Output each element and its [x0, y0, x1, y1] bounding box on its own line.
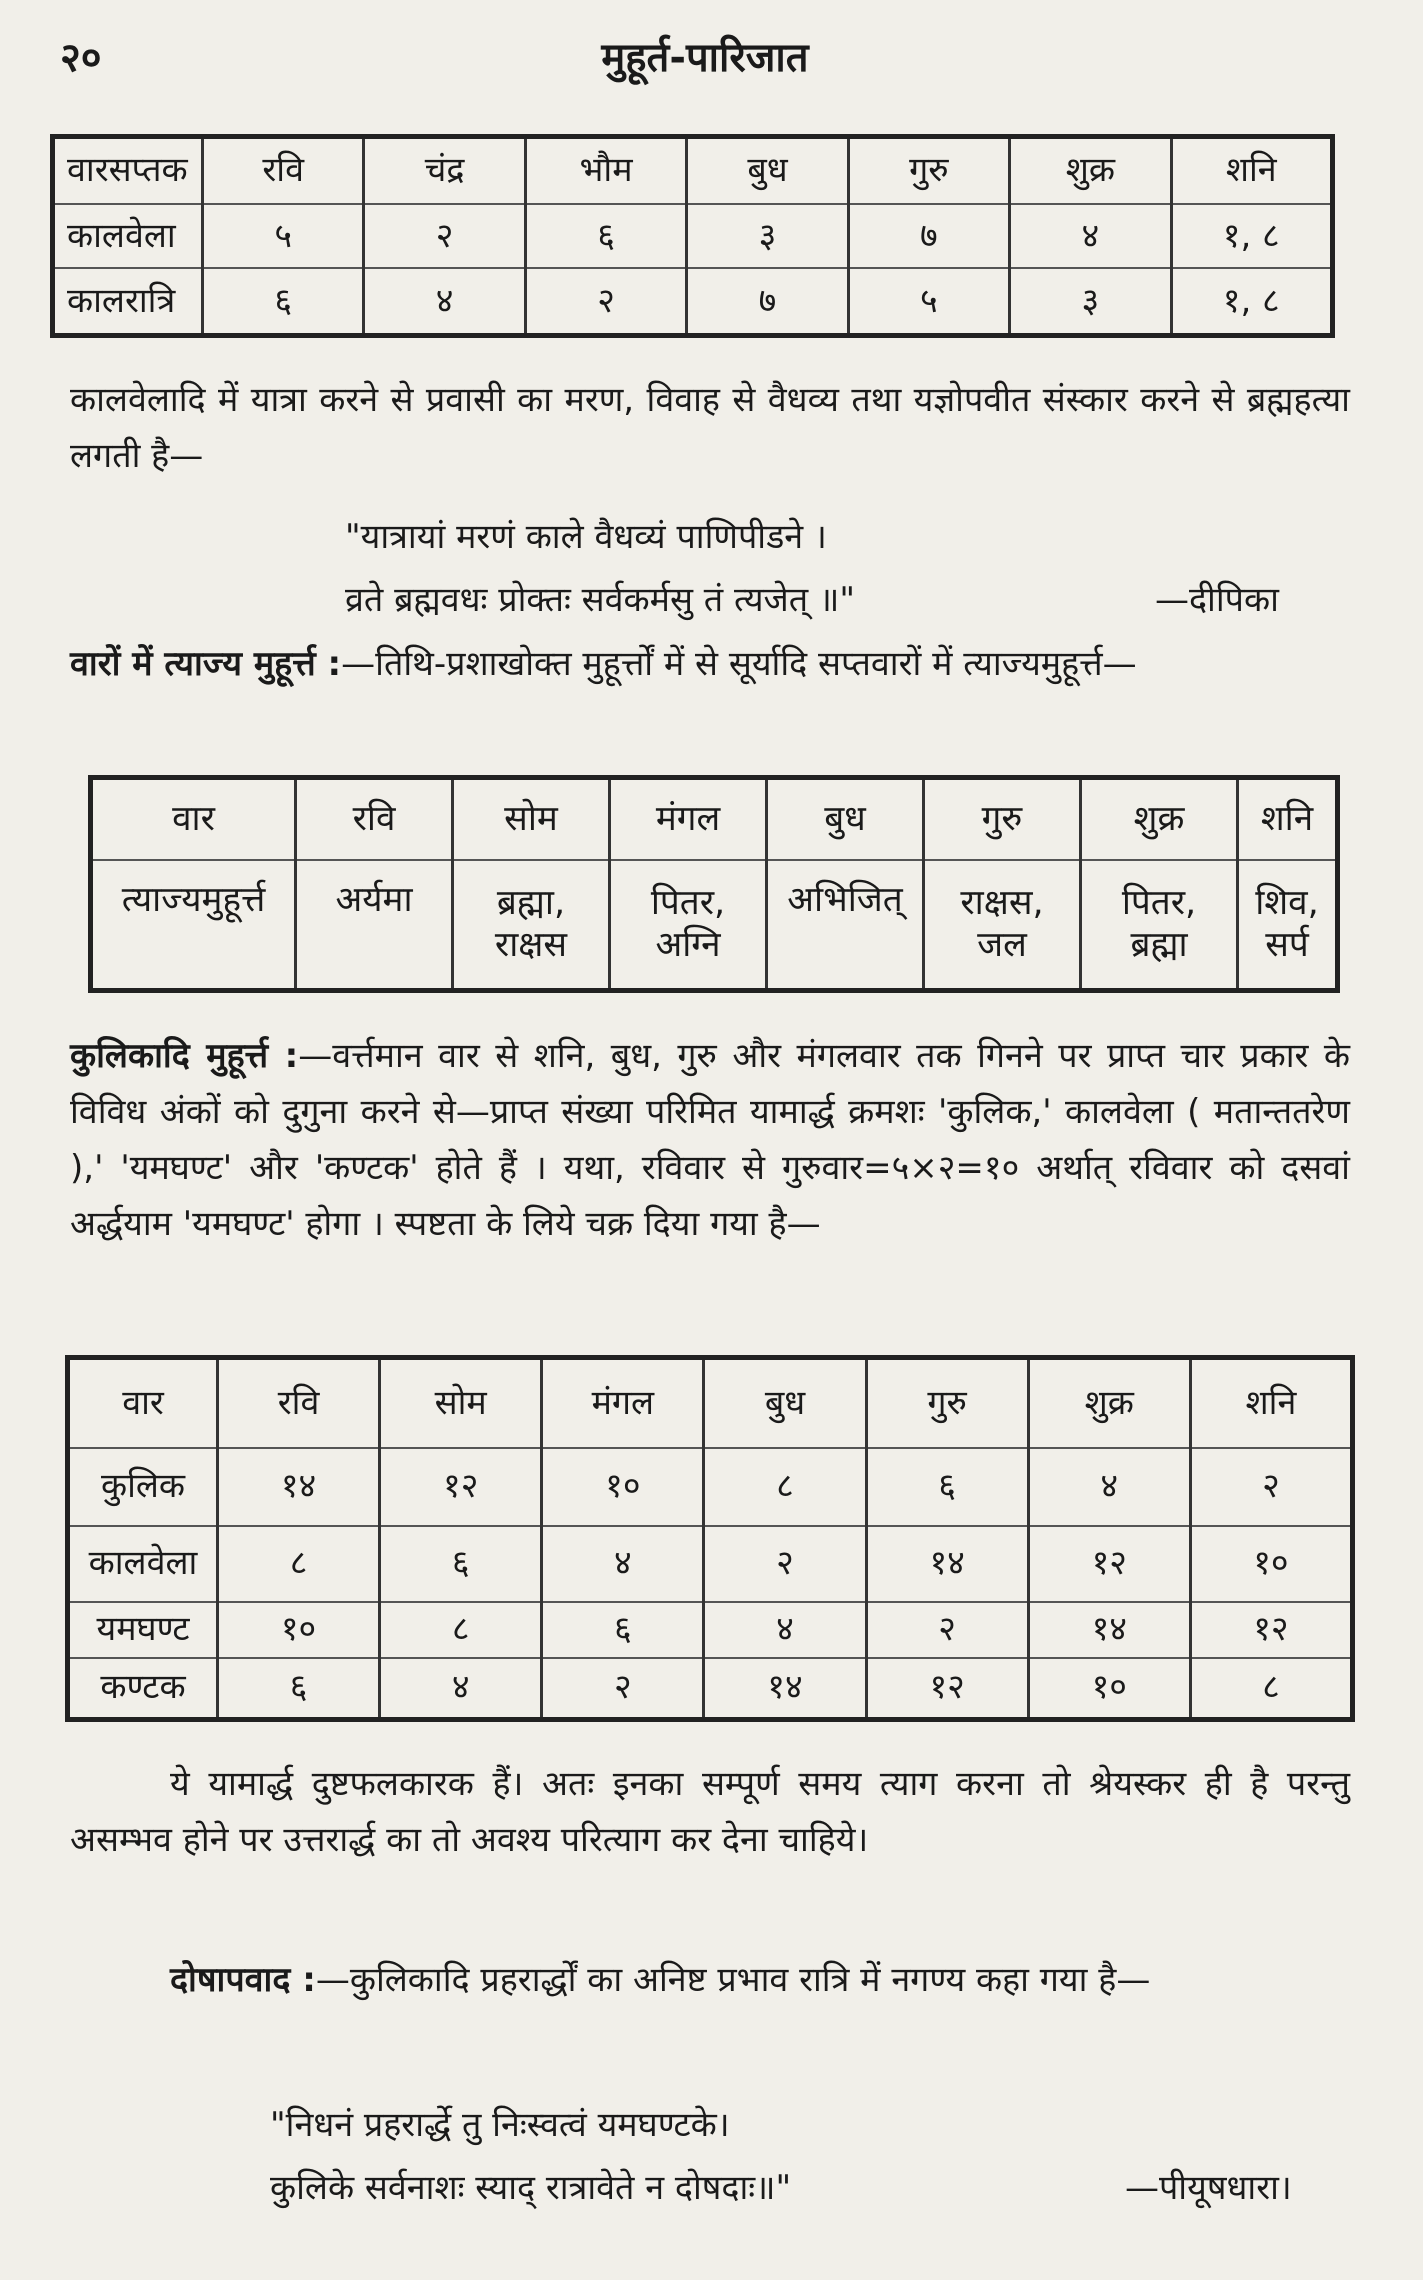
paragraph-yamarddha: ये यामार्द्ध दुष्टफलकारक हैं। अतः इनका सम्पूर्ण समय त्याग करना तो श्रेयस्कर ही है परन्तु असम्भव होने पर उत्तरार्द्ध का तो अवश्य परित्याग कर देना चाहिये।	[70, 1764, 1350, 1860]
table-cell: ४	[1028, 1448, 1190, 1526]
table-header-cell: वार	[172, 799, 215, 840]
table-row	[53, 268, 1333, 335]
table-row	[68, 1526, 1353, 1602]
section-heading: वारों में त्याज्य मुहूर्त्त :	[70, 644, 342, 684]
section-text: —तिथि-प्रशाखोक्त मुहूर्त्तों में से सूर्यादि सप्तवारों में त्याज्यमुहूर्त्त—	[341, 644, 1137, 684]
table-header-cell: मंगल	[542, 1358, 704, 1448]
verse-line: कुलिके सर्वनाशः स्याद् रात्रावेते न दोषदाः॥"	[270, 2168, 792, 2208]
table-header-row	[53, 137, 1333, 204]
table-cell: ३	[687, 204, 848, 269]
table-cell: २	[866, 1602, 1028, 1658]
table-header-cell: मंगल	[610, 778, 767, 860]
page-number: २०	[60, 35, 102, 81]
table-cell: ७	[687, 268, 848, 335]
table-cell: २	[364, 204, 525, 269]
table-cell: १२	[866, 1658, 1028, 1720]
table-cell: अर्यमा	[296, 860, 453, 991]
table-header-cell: गुरु	[866, 1358, 1028, 1448]
table-cell: ५	[848, 268, 1009, 335]
table-cell: ८	[704, 1448, 866, 1526]
table-header-cell: बुध	[687, 137, 848, 204]
table-cell: २	[542, 1658, 704, 1720]
section-text: —कुलिकादि प्रहरार्द्धों का अनिष्ट प्रभाव रात्रि में नगण्य कहा गया है—	[315, 1960, 1151, 2000]
section-text: —वर्त्तमान वार से शनि, बुध, गुरु और मंगलवार तक गिनने पर प्राप्त चार प्रकार के विविध अंकों को दुगुना करने से—प्राप्त संख्या परिमित यामार्द्ध क्रमशः 'कुलिक,' कालवेला ( मतान्ततरेण ),' 'यमघण्ट' और 'कण्टक' होते हैं । यथा, रविवार से गुरुवार=५×२=१० अर्थात् रविवार को दसवां अर्द्धयाम 'यमघण्ट' होगा । स्पष्टता के लिये चक्र दिया गया है—	[70, 1036, 1350, 1244]
table-header-row	[68, 1358, 1353, 1448]
table-cell: १४	[218, 1448, 380, 1526]
table-header-cell: शुक्र	[1028, 1358, 1190, 1448]
row-label: कण्टक	[68, 1658, 218, 1720]
table-header-cell: रवि	[296, 778, 453, 860]
table-header-row	[91, 778, 1338, 860]
table-header-cell: वारसप्तक	[67, 150, 188, 191]
section-doshapavada	[70, 1952, 1350, 2008]
table-cell: ६	[203, 268, 364, 335]
table-header-cell: रवि	[203, 137, 364, 204]
table-header-cell: गुरु	[924, 778, 1081, 860]
table-row	[68, 1602, 1353, 1658]
table-cell: ब्रह्मा, राक्षस	[453, 860, 610, 991]
table-cell: २	[1190, 1448, 1352, 1526]
table-row	[68, 1448, 1353, 1526]
table-cell: १२	[380, 1448, 542, 1526]
table-header-cell: शुक्र	[1081, 778, 1238, 860]
row-label: कालवेला	[53, 204, 203, 269]
kalavela-kalaratri-table	[50, 134, 1335, 338]
table-cell: १०	[218, 1602, 380, 1658]
row-label: कालवेला	[68, 1526, 218, 1602]
table-cell: ६	[542, 1602, 704, 1658]
verse-source: —पीयूषधारा।	[1125, 2168, 1292, 2208]
table-cell: ६	[380, 1526, 542, 1602]
table-header-cell: गुरु	[848, 137, 1009, 204]
table-header-cell: रवि	[218, 1358, 380, 1448]
table-header-cell: शनि	[1238, 778, 1338, 860]
table-row	[91, 860, 1338, 991]
table-cell: ४	[1010, 204, 1171, 269]
table-cell: १४	[866, 1526, 1028, 1602]
table-cell: ८	[218, 1526, 380, 1602]
verse-line: "यात्रायां मरणं काले वैधव्यं पाणिपीडने ।	[345, 517, 827, 557]
table-cell: १२	[1028, 1526, 1190, 1602]
table-cell: २	[525, 268, 686, 335]
table-cell: १४	[704, 1658, 866, 1720]
table-header-cell: चंद्र	[364, 137, 525, 204]
table-cell: शिव, सर्प	[1238, 860, 1338, 991]
tyajya-muhurta-table	[88, 775, 1340, 993]
table-cell: ८	[1190, 1658, 1352, 1720]
table-cell: पितर, ब्रह्मा	[1081, 860, 1238, 991]
table-cell: ८	[380, 1602, 542, 1658]
table-cell: अभिजित्	[767, 860, 924, 991]
table-cell: ४	[542, 1526, 704, 1602]
verse-source: —दीपिका	[1155, 580, 1279, 620]
table-header-cell: सोम	[380, 1358, 542, 1448]
table-cell: राक्षस, जल	[924, 860, 1081, 991]
table-cell: १२	[1190, 1602, 1352, 1658]
table-cell: १०	[1028, 1658, 1190, 1720]
table-cell: ४	[364, 268, 525, 335]
paragraph-kalavela: कालवेलादि में यात्रा करने से प्रवासी का मरण, विवाह से वैधव्य तथा यज्ञोपवीत संस्कार करने से ब्रह्महत्या लगती है—	[70, 380, 1350, 476]
table-cell: ६	[218, 1658, 380, 1720]
table-cell: १०	[1190, 1526, 1352, 1602]
table-header-cell: भौम	[525, 137, 686, 204]
section-kulikadi-muhurta	[70, 1028, 1350, 1252]
table-cell: ७	[848, 204, 1009, 269]
page-header	[60, 28, 1350, 98]
table-cell: १, ८	[1171, 204, 1332, 269]
table-cell: १४	[1028, 1602, 1190, 1658]
row-label: कालरात्रि	[53, 268, 203, 335]
table-cell: ४	[380, 1658, 542, 1720]
table-header-cell: बुध	[767, 778, 924, 860]
row-label: त्याज्यमुहूर्त्त	[91, 860, 296, 991]
table-header-cell: शनि	[1171, 137, 1332, 204]
table-cell: ५	[203, 204, 364, 269]
table-header-cell: बुध	[704, 1358, 866, 1448]
table-cell: १०	[542, 1448, 704, 1526]
table-header-cell: सोम	[453, 778, 610, 860]
table-cell: २	[704, 1526, 866, 1602]
section-heading: दोषापवाद :	[170, 1960, 316, 2000]
verse-line: व्रते ब्रह्मवधः प्रोक्तः सर्वकर्मसु तं त्यजेत् ॥"	[345, 580, 855, 620]
table-header-cell: शनि	[1190, 1358, 1352, 1448]
table-cell: ६	[525, 204, 686, 269]
verse-line: "निधनं प्रहरार्द्धे तु निःस्वत्वं यमघण्टके।	[270, 2105, 730, 2145]
running-title: मुहूर्त-पारिजात	[601, 35, 809, 81]
table-cell: १, ८	[1171, 268, 1332, 335]
section-heading: कुलिकादि मुहूर्त्त :	[70, 1036, 299, 1076]
section-tyajya-muhurta	[70, 636, 1350, 692]
row-label: यमघण्ट	[68, 1602, 218, 1658]
table-cell: पितर, अग्नि	[610, 860, 767, 991]
table-row	[68, 1658, 1353, 1720]
table-cell: ६	[866, 1448, 1028, 1526]
kulikadi-table	[65, 1355, 1355, 1722]
row-label: कुलिक	[68, 1448, 218, 1526]
table-cell: ४	[704, 1602, 866, 1658]
table-header-cell: वार	[122, 1382, 164, 1423]
table-header-cell: शुक्र	[1010, 137, 1171, 204]
table-row	[53, 204, 1333, 269]
table-cell: ३	[1010, 268, 1171, 335]
